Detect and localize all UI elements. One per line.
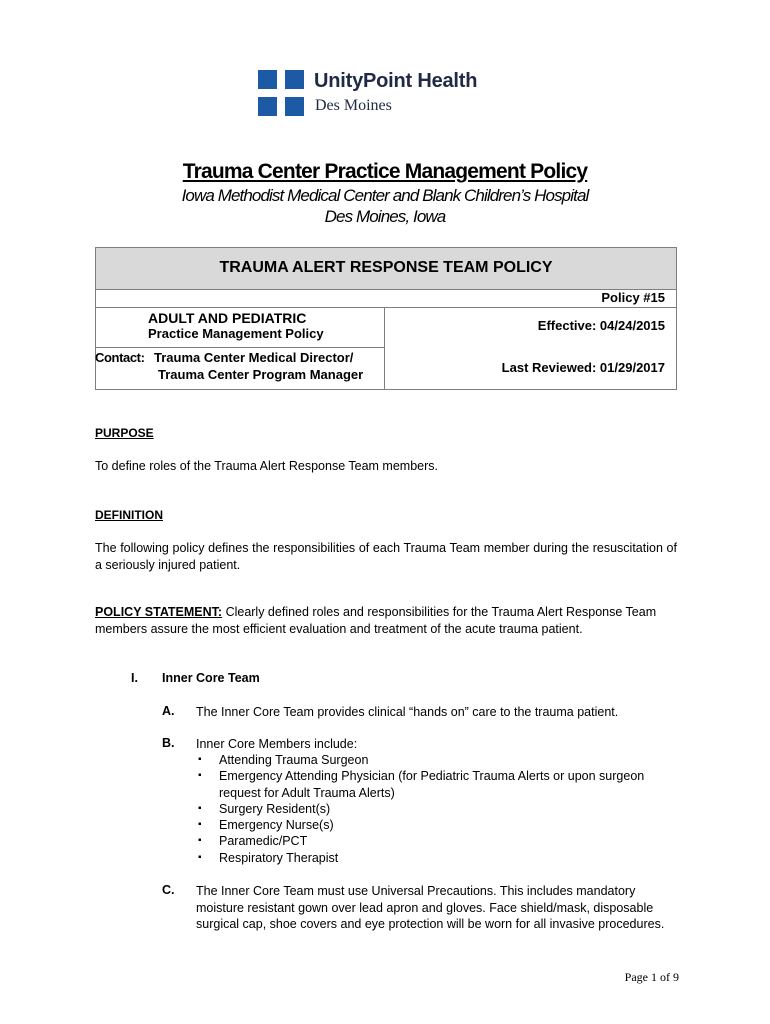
member-name: Emergency Attending Physician (for Pediatric Trauma Alerts or upon surgeon request for Adult Trauma Alerts) xyxy=(219,769,645,800)
unitypoint-cross-logo-icon xyxy=(258,70,304,116)
bullet-icon: ▪ xyxy=(198,835,202,847)
member-name: Respiratory Therapist xyxy=(219,850,339,865)
logo-name: UnityPoint Health xyxy=(314,70,478,92)
purpose-text: To define roles of the Trauma Alert Response Team members. xyxy=(95,459,438,473)
bullet-icon: ▪ xyxy=(198,754,202,765)
effective-date: Effective: 04/24/2015 xyxy=(537,318,665,333)
unitypoint-logo xyxy=(258,70,518,120)
last-reviewed-date: Last Reviewed: 01/29/2017 xyxy=(501,360,665,375)
list-item xyxy=(196,833,666,849)
policy-header-band xyxy=(96,248,676,290)
item-text-b: Inner Core Members include: xyxy=(196,737,358,751)
policy-header-table xyxy=(95,247,677,390)
member-name: Attending Trauma Surgeon xyxy=(219,753,369,767)
page-number: Page 1 of 9 xyxy=(624,970,679,984)
list-item xyxy=(196,850,666,866)
list-item xyxy=(196,801,666,817)
bullet-icon: ▪ xyxy=(198,819,202,831)
member-name: Paramedic/PCT xyxy=(219,834,308,849)
list-item xyxy=(196,768,666,801)
policy-number: Policy #15 xyxy=(601,290,665,305)
policy-category-cell xyxy=(96,307,385,348)
policy-contact-cell xyxy=(96,347,385,389)
logo-location: Des Moines xyxy=(315,97,392,114)
item-text-c: The Inner Core Team must use Universal Precautions. This includes mandatory moisture resistant gown over lead apron and gloves. Face shield/mask, disposable surgical cap, shoe covers and eye protection will be worn for all invasive procedures. xyxy=(196,884,665,931)
bullet-icon: ▪ xyxy=(198,802,202,814)
definition-text: The following policy defines the responsibilities of each Trauma Team member during the resuscitation of a seriously injured patient. xyxy=(95,541,677,572)
contact-label: Contact: xyxy=(95,350,145,365)
definition-heading: DEFINITION xyxy=(95,508,163,522)
bullet-icon: ▪ xyxy=(198,770,202,782)
item-letter-b: B. xyxy=(162,736,175,750)
policy-category: ADULT AND PEDIATRIC xyxy=(148,310,307,326)
policy-statement-text: Clearly defined roles and responsibilities for the Trauma Alert Response Team members assure the most efficient evaluation and treatment of the acute trauma patient. xyxy=(95,605,657,636)
policy-number-row xyxy=(96,289,676,308)
contact-line-2: Trauma Center Program Manager xyxy=(158,367,364,382)
section-number: I. xyxy=(131,671,138,685)
item-letter-c: C. xyxy=(162,883,175,897)
item-letter-a: A. xyxy=(162,704,175,718)
policy-name: TRAUMA ALERT RESPONSE TEAM POLICY xyxy=(219,259,553,276)
policy-statement-label: POLICY STATEMENT: xyxy=(95,605,223,619)
document-subtitle-hospitals: Iowa Methodist Medical Center and Blank Children’s Hospital xyxy=(181,186,589,205)
bullet-icon: ▪ xyxy=(198,851,202,863)
policy-category-sub: Practice Management Policy xyxy=(148,326,324,341)
document-title: Trauma Center Practice Management Policy xyxy=(182,160,588,183)
list-item xyxy=(196,752,666,768)
purpose-heading: PURPOSE xyxy=(95,426,154,440)
member-name: Surgery Resident(s) xyxy=(219,801,331,816)
item-text-a: The Inner Core Team provides clinical “hands on” care to the trauma patient. xyxy=(196,705,619,719)
member-name: Emergency Nurse(s) xyxy=(219,818,334,833)
contact-line-1: Trauma Center Medical Director/ xyxy=(154,350,354,365)
policy-statement xyxy=(95,604,677,637)
inner-core-members-list xyxy=(196,752,666,866)
list-item xyxy=(196,817,666,833)
document-subtitle-city: Des Moines, Iowa xyxy=(324,207,446,226)
section-title: Inner Core Team xyxy=(162,671,260,685)
